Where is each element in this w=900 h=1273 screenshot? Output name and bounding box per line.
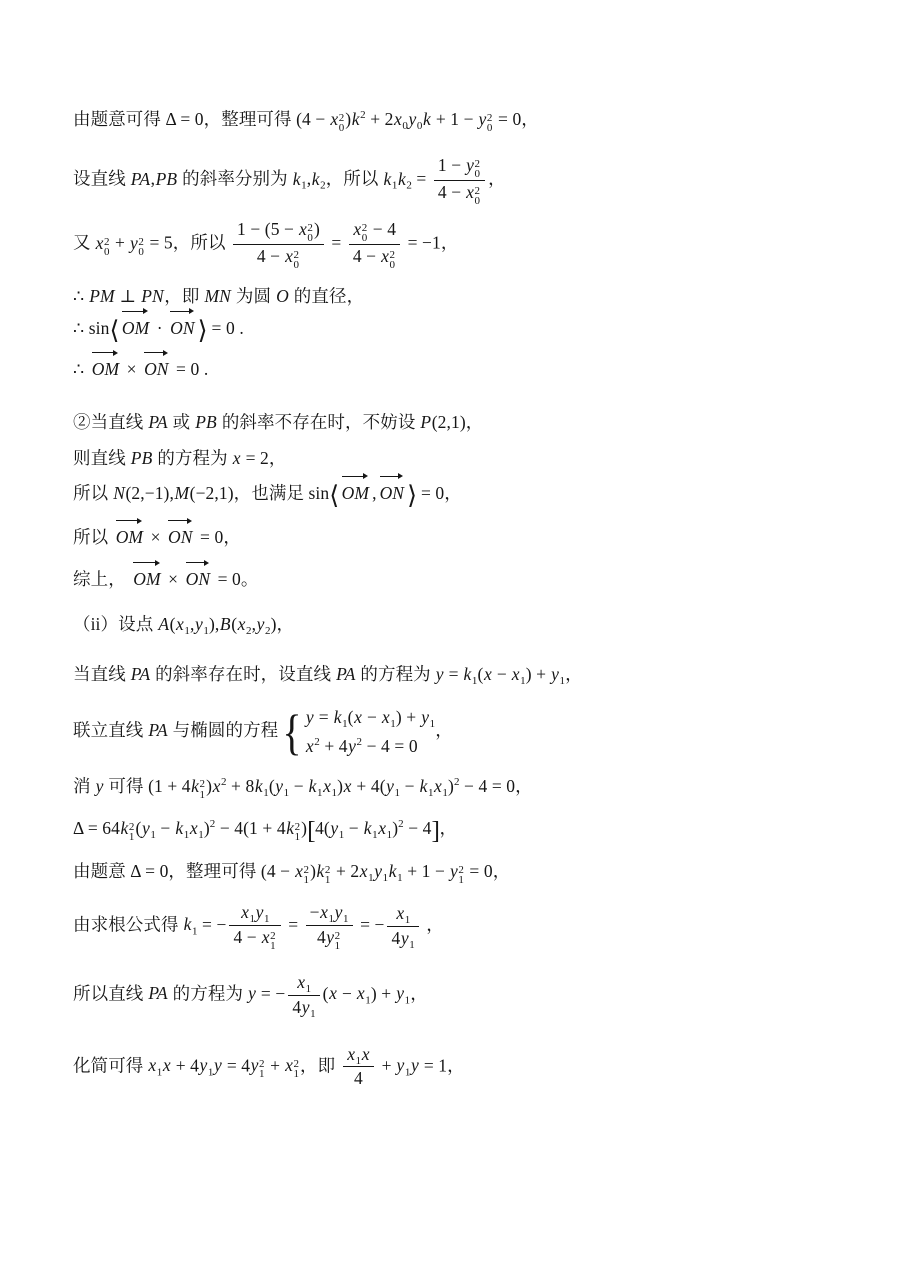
math-line-8: 则直线 PB 的方程为 x = 2， — [73, 447, 287, 468]
math-line-3: 又 x 2 0 + y 2 0 = 5，所以 1 − (5 − x 2 0 ) 4 − x 2 0 = x 2 0 − 4 4 − x 2 0 = −1， — [73, 219, 459, 272]
math-line-15: 消 y 可得 (1 + 4k 2 1 )$x^2 + 8k_1(y_1 - k_1x_1)x + 4(y_1 - k_1x_1)^2 - 4 = 0$， — [73, 775, 533, 801]
math-line-14: 联立直线 PA 与椭圆的方程 { $y = k_1(x - x_1) + y_1$ $x^2 + 4y^2 - 4 = 0$ ， — [73, 703, 453, 760]
math-line-7: ②当直线 PA 或 PB 的斜率不存在时，不妨设 P(2,1)， — [73, 412, 484, 433]
math-line-13: 当直线 PA 的斜率存在时，设直线 PA 的方程为 $y = k_1(x - x_1) + y_1$， — [73, 663, 583, 687]
vector-arrow-notation: OM — [122, 315, 149, 341]
math-line-1: 由题意可得 Δ = 0，整理可得 (4 − x 2 0 )$k^2 + 2x_0y_0k + 1 - y$ 2 0 = 0， — [73, 109, 539, 134]
left-brace-icon: { — [282, 703, 302, 760]
vector-arrow-notation: ON — [380, 480, 405, 506]
vector-arrow-notation: OM — [342, 480, 369, 506]
vector-arrow-notation: ON — [170, 315, 195, 341]
vector-arrow-notation: ON — [186, 566, 211, 592]
vector-arrow-notation: OM — [133, 566, 160, 592]
math-line-6: ∴ OM × ON = 0 . — [73, 356, 850, 382]
math-line-10: 所以 OM × ON = 0， — [73, 524, 850, 550]
vector-arrow-notation: ON — [144, 356, 169, 382]
math-line-9: 所以 N(2,−1),M(−2,1)，也满足 sin⟨ OM , ON ⟩ = 0， — [73, 480, 850, 506]
equation-system-brace: { $y = k_1(x - x_1) + y_1$ $x^2 + 4y^2 - 4 = 0$ — [282, 703, 436, 760]
vector-arrow-notation: OM — [92, 356, 119, 382]
math-line-20: 化简可得 $x_1x + 4y_1y = 4y$ 2 1 + x 2 1 ，即 $\frac{x_1x}{4}$ + $y_1y = 1$， — [73, 1043, 465, 1089]
vector-arrow-notation: ON — [168, 524, 193, 550]
math-line-18: 由求根公式得 $k_1$ = − $x_1y_1$ 4 − x 2 1 = $-x_1y_1$ 4y 2 1 = − $\frac{x_1}{4y_1}$ ， — [73, 901, 444, 952]
math-line-5: ∴ sin⟨ OM · ON ⟩ = 0 . — [73, 315, 850, 341]
math-line-4: ∴ PM ⊥ PN，即 MN 为圆 O 的直径， — [73, 285, 365, 306]
math-line-2: 设直线 PA,PB 的斜率分别为 $k_1,k_2$，所以 $k_1k_2$ = 1 − y 2 0 4 − x 2 0 ， — [73, 155, 506, 208]
math-line-11: 综上， OM × ON = 0。 — [73, 566, 850, 592]
math-line-16: Δ = 64k 2 1 $(y_1 - k_1x_1)^2 - 4(1 + 4k$ 2 1 )$[4(y_1 - k_1x_1)^2 - 4]$， — [73, 816, 458, 845]
vector-arrow-notation: OM — [116, 524, 143, 550]
math-line-12: （ii）设点 $A(x_1,y_1),B(x_2,y_2)$， — [73, 613, 295, 637]
math-line-17: 由题意 Δ = 0，整理可得 (4 − x 2 1 )k 2 1 + $2x_1y_1k_1 + 1 - y$ 2 1 = 0， — [73, 860, 511, 886]
math-line-19: 所以直线 PA 的方程为 y = − $\frac{x_1}{4y_1}$ $(x - x_1) + y_1$， — [73, 971, 428, 1020]
